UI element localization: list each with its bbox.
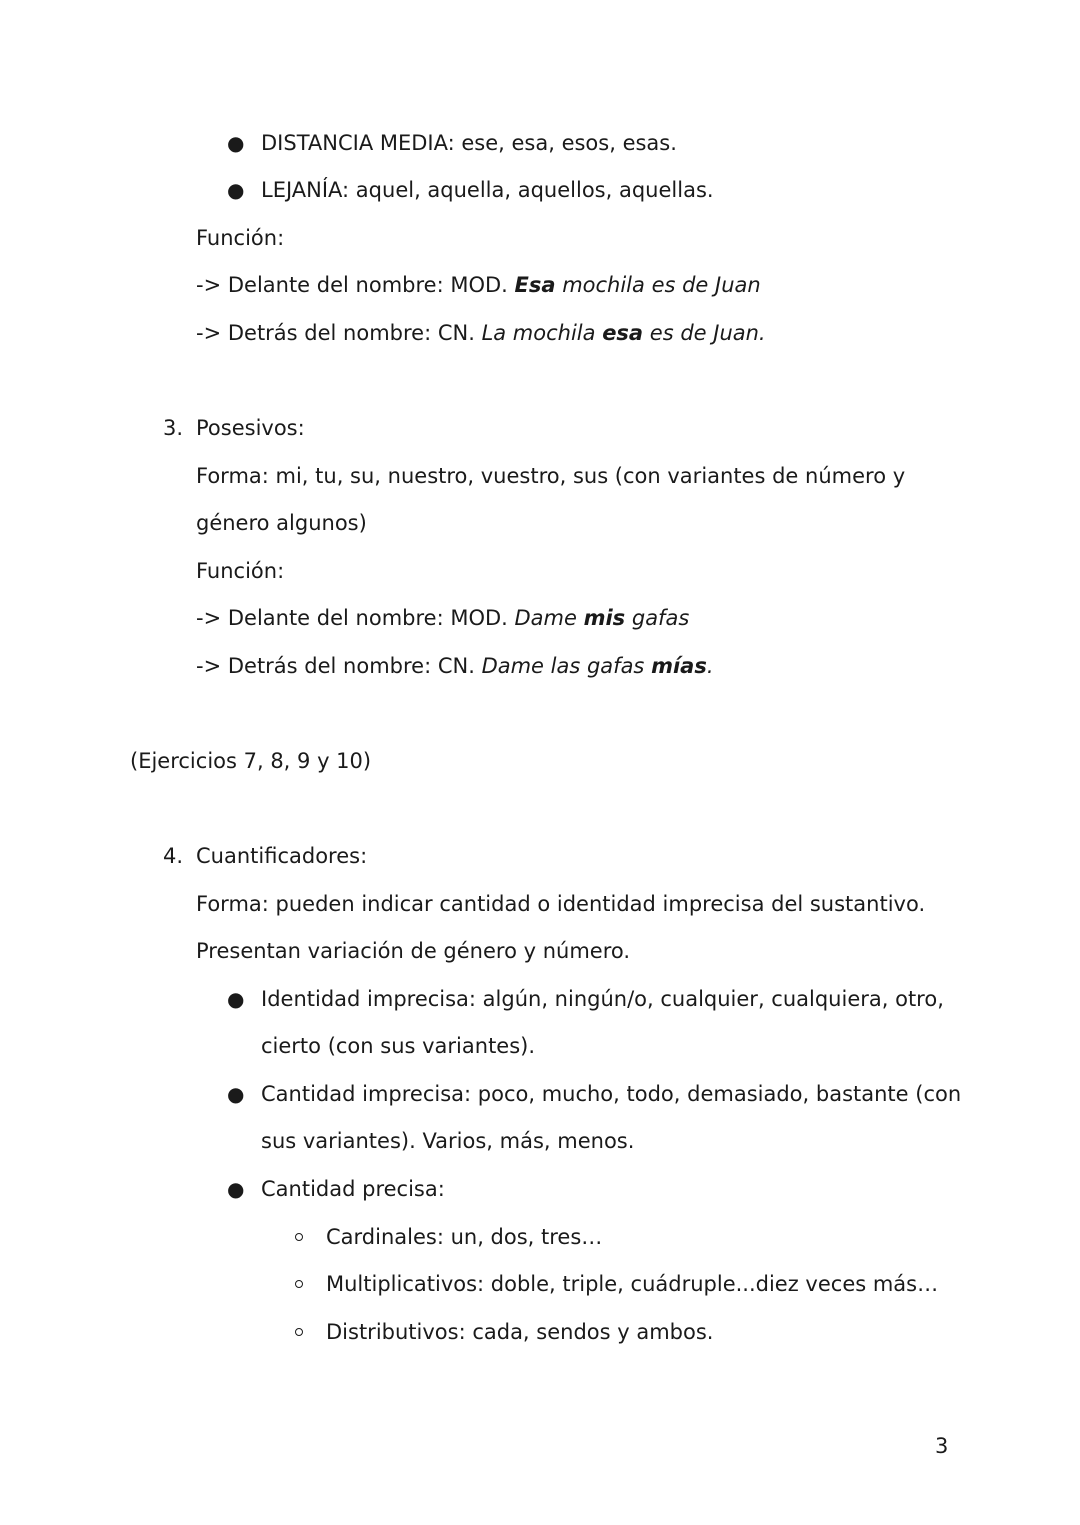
identidad-imprecisa-line2: cierto (con sus variantes). — [261, 1034, 536, 1058]
funcion-label: Función: — [196, 226, 285, 250]
funcion-label: Función: — [196, 559, 285, 583]
cantidad-imprecisa-line1: Cantidad imprecisa: poco, mucho, todo, demasiado, bastante (con — [261, 1082, 962, 1106]
posesivo-delante-line: -> Delante del nombre: MOD. Dame mis gafas — [196, 606, 690, 630]
circle-bullet-icon — [295, 1328, 303, 1336]
cuantificadores-forma-line1: Forma: pueden indicar cantidad o identidad imprecisa del sustantivo. — [196, 892, 926, 916]
ejercicios-note: (Ejercicios 7, 8, 9 y 10) — [130, 749, 372, 773]
sub-item-multiplicativos: Multiplicativos: doble, triple, cuádruple...diez veces más… — [326, 1272, 939, 1296]
list-number-4: 4. — [163, 844, 184, 868]
bullet-icon: ● — [227, 178, 245, 202]
cantidad-precisa: Cantidad precisa: — [261, 1177, 445, 1201]
sub-item-distributivos: Distributivos: cada, sendos y ambos. — [326, 1320, 714, 1344]
bullet-icon: ● — [227, 131, 245, 155]
identidad-imprecisa-line1: Identidad imprecisa: algún, ningún/o, cualquier, cualquiera, otro, — [261, 987, 944, 1011]
bullet-distancia-media: DISTANCIA MEDIA: ese, esa, esos, esas. — [261, 131, 677, 155]
circle-bullet-icon — [295, 1233, 303, 1241]
section-title-posesivos: Posesivos: — [196, 416, 305, 440]
circle-bullet-icon — [295, 1280, 303, 1288]
sub-item-cardinales: Cardinales: un, dos, tres… — [326, 1225, 603, 1249]
bullet-icon: ● — [227, 987, 245, 1011]
demostrativo-delante-line: -> Delante del nombre: MOD. Esa mochila es de Juan — [196, 273, 761, 297]
bullet-icon: ● — [227, 1177, 245, 1201]
bullet-icon: ● — [227, 1082, 245, 1106]
bullet-lejania: LEJANÍA: aquel, aquella, aquellos, aquellas. — [261, 178, 714, 202]
page-number: 3 — [935, 1434, 949, 1458]
posesivos-forma-line2: género algunos) — [196, 511, 367, 535]
list-number-3: 3. — [163, 416, 184, 440]
cantidad-imprecisa-line2: sus variantes). Varios, más, menos. — [261, 1129, 635, 1153]
section-title-cuantificadores: Cuantificadores: — [196, 844, 368, 868]
posesivos-forma-line1: Forma: mi, tu, su, nuestro, vuestro, sus (con variantes de número y — [196, 464, 906, 488]
cuantificadores-forma-line2: Presentan variación de género y número. — [196, 939, 631, 963]
posesivo-detras-line: -> Detrás del nombre: CN. Dame las gafas mías. — [196, 654, 714, 678]
demostrativo-detras-line: -> Detrás del nombre: CN. La mochila esa es de Juan. — [196, 321, 766, 345]
